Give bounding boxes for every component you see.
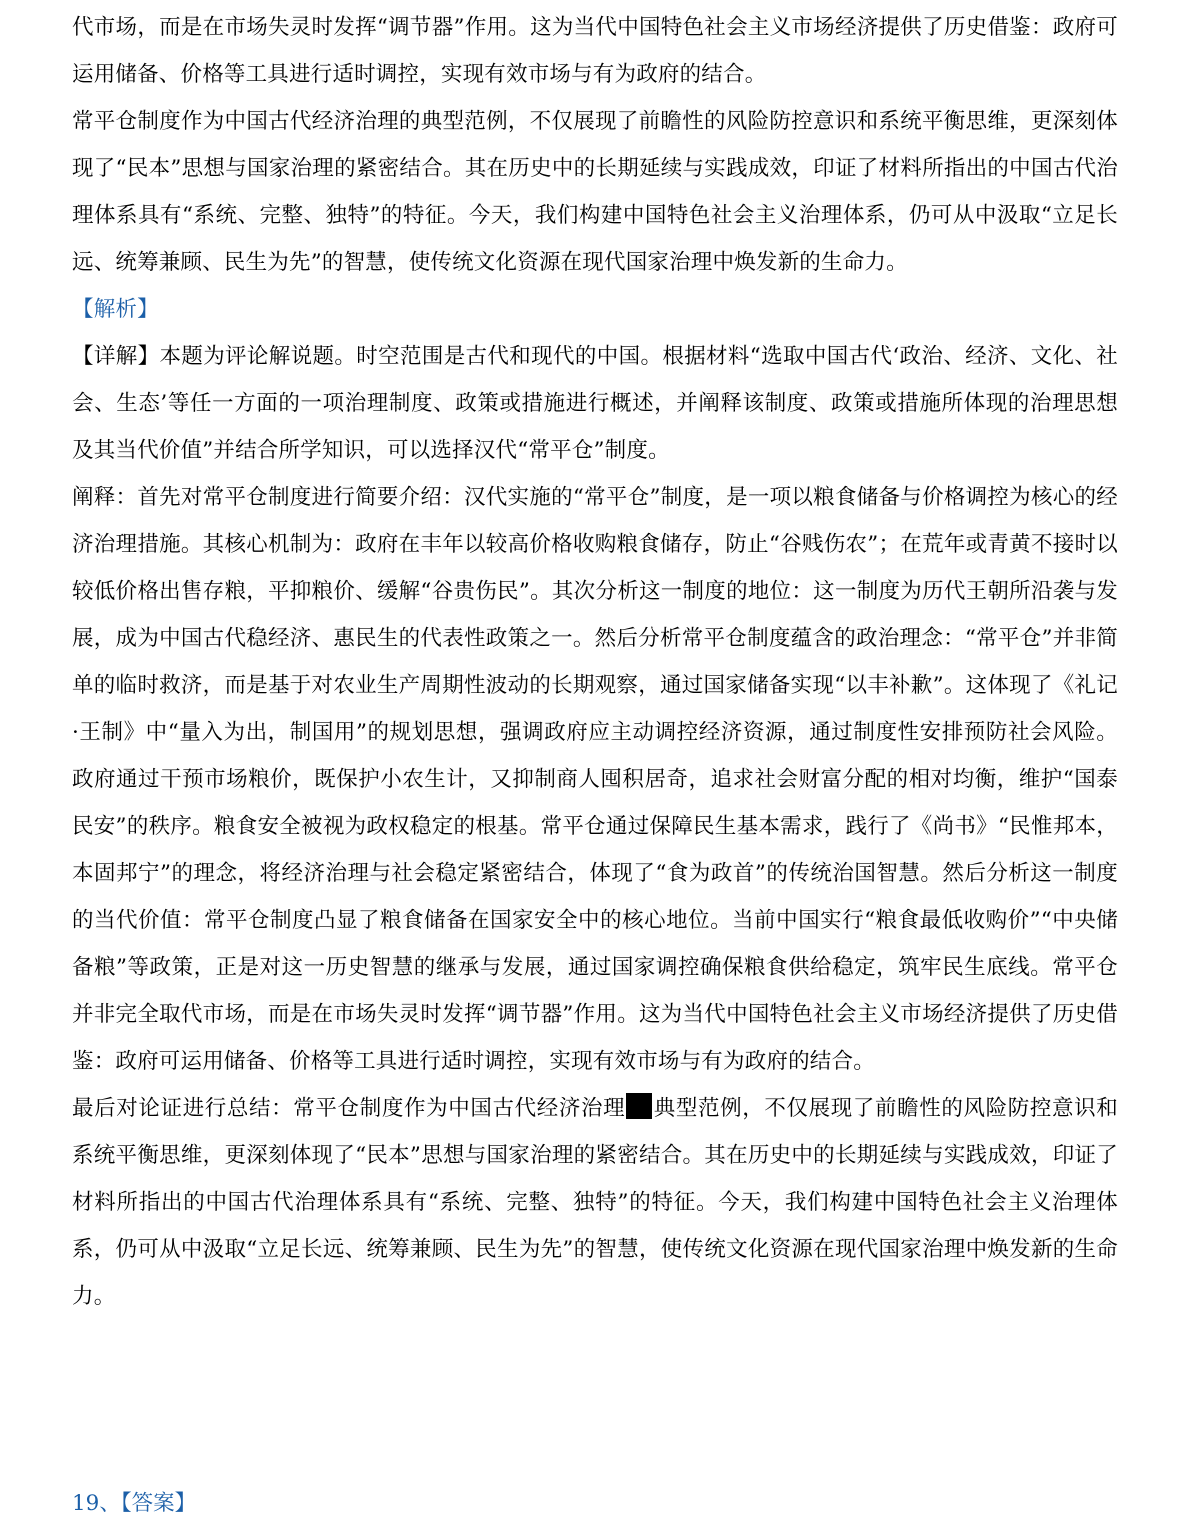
redaction-block-icon — [626, 1093, 652, 1119]
conclusion-text-after: 典型范例，不仅展现了前瞻性的风险防控意识和系统平衡思维，更深刻体现了“民本”思想与国家治理的紧密结合。其在历史中的长期延续与实践成效，印证了材料所指出的中国古代治理体系具有“系统、完整、独特”的特征。今天，我们构建中国特色社会主义治理体系，仍可从中汲取“立足长远、统筹兼顾、民生为先”的智慧，使传统文化资源在现代国家治理中焕发新的生命力。 — [72, 1096, 1118, 1309]
paragraph-conclusion — [72, 1085, 1118, 1320]
analysis-label: 【解析】 — [72, 297, 159, 322]
question-footer — [72, 1489, 196, 1519]
question-number: 19、 — [72, 1491, 121, 1516]
paragraph-explain: 阐释：首先对常平仓制度进行简要介绍：汉代实施的“常平仓”制度，是一项以粮食储备与价格调控为核心的经济治理措施。其核心机制为：政府在丰年以较高价格收购粮食储存，防止“谷贱伤农”；在荒年或青黄不接时以较低价格出售存粮，平抑粮价、缓解“谷贵伤民”。其次分析这一制度的地位：这一制度为历代王朝所沿袭与发展，成为中国古代稳经济、惠民生的代表性政策之一。然后分析常平仓制度蕴含的政治理念：“常平仓”并非简单的临时救济，而是基于对农业生产周期性波动的长期观察，通过国家储备实现“以丰补歉”。这体现了《礼记·王制》中“量入为出，制国用”的规划思想，强调政府应主动调控经济资源，通过制度性安排预防社会风险。政府通过干预市场粮价，既保护小农生计，又抑制商人囤积居奇，追求社会财富分配的相对均衡，维护“国泰民安”的秩序。粮食安全被视为政权稳定的根基。常平仓通过保障民生基本需求，践行了《尚书》“民惟邦本，本固邦宁”的理念，将经济治理与社会稳定紧密结合，体现了“食为政首”的传统治国智慧。然后分析这一制度的当代价值：常平仓制度凸显了粮食储备在国家安全中的核心地位。当前中国实行“粮食最低收购价”“中央储备粮”等政策，正是对这一历史智慧的继承与发展，通过国家调控确保粮食供给稳定，筑牢民生底线。常平仓并非完全取代市场，而是在市场失灵时发挥“调节器”作用。这为当代中国特色社会主义市场经济提供了历史借鉴：政府可运用储备、价格等工具进行适时调控，实现有效市场与有为政府的结合。 — [72, 485, 1118, 1074]
detail-label: 【详解】 — [72, 344, 160, 369]
conclusion-text-before: 最后对论证进行总结：常平仓制度作为中国古代经济治理 — [72, 1096, 626, 1121]
document-body — [72, 0, 1118, 1320]
detail-text: 本题为评论解说题。时空范围是古代和现代的中国。根据材料“选取中国古代‘政治、经济、文化、社会、生态’等任一方面的一项治理制度、政策或措施进行概述，并阐释该制度、政策或措施所体现的治理思想及其当代价值”并结合所学知识，可以选择汉代“常平仓”制度。 — [72, 344, 1118, 463]
paragraph-detail — [72, 333, 1118, 474]
paragraph-continued-top: 代市场，而是在市场失灵时发挥“调节器”作用。这为当代中国特色社会主义市场经济提供了历史借鉴：政府可运用储备、价格等工具进行适时调控，实现有效市场与有为政府的结合。 — [72, 15, 1118, 87]
answer-label: 【答案】 — [120, 1491, 197, 1516]
paragraph-summary: 常平仓制度作为中国古代经济治理的典型范例，不仅展现了前瞻性的风险防控意识和系统平衡思维，更深刻体现了“民本”思想与国家治理的紧密结合。其在历史中的长期延续与实践成效，印证了材料所指出的中国古代治理体系具有“系统、完整、独特”的特征。今天，我们构建中国特色社会主义治理体系，仍可从中汲取“立足长远、统筹兼顾、民生为先”的智慧，使传统文化资源在现代国家治理中焕发新的生命力。 — [72, 109, 1118, 275]
